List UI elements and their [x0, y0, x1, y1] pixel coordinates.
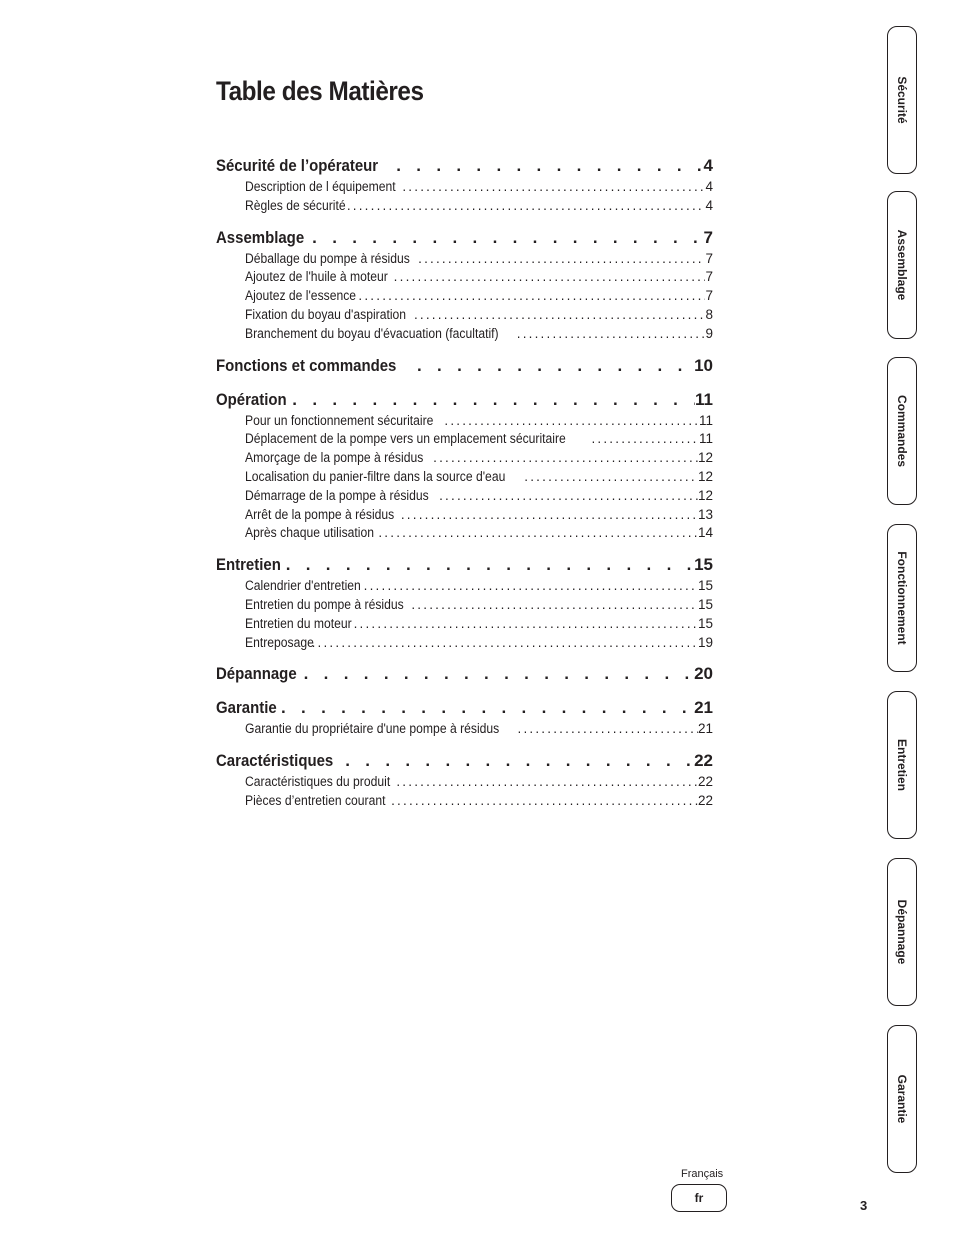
toc-entry[interactable]: [216, 696, 713, 720]
toc-subentry[interactable]: [216, 287, 713, 306]
toc-entry-page: 10: [694, 355, 713, 375]
toc-entry-label: Fonctions et commandes: [216, 355, 397, 375]
dot-leader: [437, 487, 698, 506]
toc-entry[interactable]: [216, 553, 713, 577]
toc-subentry-page: 9: [705, 325, 713, 341]
side-tab-label: Commandes: [895, 394, 909, 468]
toc-entry[interactable]: [216, 749, 713, 773]
side-tab[interactable]: [887, 26, 917, 174]
toc-subentry-page: 12: [697, 468, 713, 484]
toc-subentry[interactable]: [216, 596, 713, 615]
toc-entry-label: Entretien: [216, 555, 281, 575]
toc-subentry-label: Pour un fonctionnement sécuritaire: [245, 412, 434, 428]
page-title: Table des Matières: [216, 76, 424, 106]
toc-subentry[interactable]: [216, 306, 713, 325]
toc-entry-page: 20: [694, 664, 713, 684]
page-number: 3: [860, 1198, 868, 1213]
toc-subentry-page: 7: [705, 250, 713, 266]
side-tab-label: Entretien: [895, 738, 909, 792]
side-tab[interactable]: [887, 357, 917, 505]
toc-section: [216, 553, 713, 652]
language-code-badge: fr: [671, 1184, 727, 1212]
toc-subentry-label: Règles de sécurité: [245, 197, 346, 213]
toc-subentry[interactable]: [216, 773, 713, 792]
dot-leader: [442, 412, 699, 431]
toc-subentry-page: 7: [705, 288, 713, 304]
toc-subentry-label: Ajoutez de l'essence: [245, 288, 357, 304]
dot-leader: [343, 749, 694, 773]
dot-leader: [412, 306, 706, 325]
dot-leader: [522, 468, 698, 487]
toc-subentry-page: 12: [697, 450, 713, 466]
dot-leader: [279, 696, 694, 720]
toc-subentry[interactable]: [216, 577, 713, 596]
dot-leader: [400, 178, 705, 197]
toc-subentry-label: Démarrage de la pompe à résidus: [245, 487, 429, 503]
toc-entry-label: Garantie: [216, 698, 277, 718]
dot-leader: [394, 773, 698, 792]
toc-subentry-page: 12: [697, 487, 713, 503]
side-tab[interactable]: [887, 191, 917, 339]
toc-subentry[interactable]: [216, 468, 713, 487]
toc-subentry-label: Amorçage de la pompe à résidus: [245, 450, 424, 466]
toc-entry-label: Opération: [216, 389, 287, 409]
toc-entry-page: 22: [694, 751, 713, 771]
dot-leader: [389, 792, 698, 811]
toc-entry[interactable]: [216, 388, 713, 412]
toc-subentry-label: Calendrier d'entretien: [245, 578, 361, 594]
dot-leader: [416, 250, 705, 269]
dot-leader: [415, 354, 694, 378]
table-of-contents: [216, 154, 713, 821]
language-label: Français: [681, 1168, 724, 1180]
toc-subentry-label: Pièces d’entretien courant: [245, 792, 386, 808]
dot-leader: [589, 430, 699, 449]
toc-entry-page: 15: [694, 555, 713, 575]
side-tab[interactable]: [887, 691, 917, 839]
toc-section: [216, 226, 713, 344]
dot-leader: [515, 325, 706, 344]
toc-entry[interactable]: [216, 354, 713, 378]
toc-subentry[interactable]: [216, 197, 713, 216]
toc-subentry-page: 8: [705, 306, 713, 322]
dot-leader: [431, 449, 698, 468]
toc-subentry[interactable]: [216, 506, 713, 525]
toc-section: [216, 749, 713, 811]
toc-entry[interactable]: [216, 226, 713, 250]
dot-leader: [345, 197, 706, 216]
toc-entry-page: 21: [694, 698, 713, 718]
toc-subentry[interactable]: [216, 487, 713, 506]
toc-subentry-label: Entreposage: [245, 634, 314, 650]
toc-subentry-label: Caractéristiques du produit: [245, 774, 391, 790]
toc-subentry[interactable]: [216, 412, 713, 431]
toc-subentry-label: Après chaque utilisation: [245, 525, 375, 541]
toc-subentry-page: 15: [697, 615, 713, 631]
toc-subentry[interactable]: [216, 268, 713, 287]
toc-subentry-label: Localisation du panier-filtre dans la source d'eau: [245, 468, 506, 484]
toc-subentry-page: 4: [705, 179, 713, 194]
toc-subentry-page: 22: [697, 774, 713, 790]
side-tab[interactable]: [887, 858, 917, 1006]
toc-subentry[interactable]: [216, 615, 713, 634]
side-tab-label: Dépannage: [895, 899, 909, 965]
toc-entry-page: 7: [703, 227, 713, 247]
side-tab-label: Assemblage: [895, 229, 909, 301]
toc-subentry-page: 15: [697, 596, 713, 612]
dot-leader: [376, 524, 698, 543]
toc-subentry[interactable]: [216, 792, 713, 811]
toc-section: [216, 154, 713, 216]
toc-subentry-page: 7: [705, 269, 713, 285]
side-tab-label: Fonctionnement: [895, 551, 909, 645]
toc-entry-label: Sécurité de l’opérateur: [216, 156, 379, 175]
toc-section: [216, 662, 713, 686]
toc-entry[interactable]: [216, 662, 713, 686]
toc-subentry-label: Entretien du pompe à résidus: [245, 596, 404, 612]
toc-subentry-label: Déballage du pompe à résidus: [245, 250, 410, 266]
toc-entry-label: Assemblage: [216, 227, 305, 247]
toc-subentry-label: Ajoutez de l'huile à moteur: [245, 269, 388, 285]
dot-leader: [352, 615, 698, 634]
side-tab[interactable]: [887, 524, 917, 672]
toc-section: [216, 696, 713, 739]
toc-subentry-page: 19: [697, 634, 713, 650]
dot-leader: [394, 154, 703, 178]
toc-subentry-label: Garantie du propriétaire d'une pompe à résidus: [245, 721, 500, 737]
dot-leader: [310, 634, 698, 653]
toc-subentry-label: Entretien du moteur: [245, 615, 352, 631]
toc-subentry-page: 22: [697, 792, 713, 808]
toc-subentry[interactable]: [216, 720, 713, 739]
toc-subentry-page: 21: [697, 721, 713, 737]
toc-subentry-label: Fixation du boyau d'aspiration: [245, 306, 407, 322]
toc-entry-label: Dépannage: [216, 664, 297, 684]
toc-subentry[interactable]: [216, 430, 713, 449]
toc-section: [216, 388, 713, 544]
toc-subentry[interactable]: [216, 250, 713, 269]
toc-subentry-page: 4: [705, 197, 713, 213]
side-tab-label: Garantie: [895, 1074, 909, 1124]
toc-subentry-page: 11: [698, 431, 713, 447]
toc-entry[interactable]: [216, 154, 713, 178]
toc-subentry-page: 11: [698, 412, 713, 428]
dot-leader: [290, 388, 695, 412]
toc-subentry-label: Branchement du boyau d'évacuation (facultatif): [245, 325, 499, 341]
dot-leader: [356, 287, 705, 306]
toc-entry-page: 4: [703, 156, 713, 175]
dot-leader: [362, 577, 698, 596]
side-tab[interactable]: [887, 1025, 917, 1173]
toc-section: [216, 354, 713, 378]
toc-subentry-label: Déplacement de la pompe vers un emplacement sécuritaire: [245, 431, 566, 447]
dot-leader: [516, 720, 698, 739]
toc-subentry[interactable]: [216, 524, 713, 543]
side-tab-label: Sécurité: [895, 76, 909, 124]
toc-subentry-page: 14: [697, 525, 713, 541]
toc-subentry-label: Description de l équipement: [245, 179, 396, 194]
dot-leader: [284, 553, 694, 577]
toc-subentry[interactable]: [216, 178, 713, 197]
toc-subentry-page: 13: [697, 506, 713, 522]
dot-leader: [302, 662, 694, 686]
dot-leader: [399, 506, 698, 525]
dot-leader: [392, 268, 706, 287]
toc-subentry[interactable]: [216, 325, 713, 344]
toc-subentry-page: 15: [697, 578, 713, 594]
dot-leader: [409, 596, 698, 615]
toc-entry-page: 11: [695, 389, 713, 409]
toc-subentry-label: Arrêt de la pompe à résidus: [245, 506, 395, 522]
toc-entry-label: Caractéristiques: [216, 751, 334, 771]
toc-subentry[interactable]: [216, 449, 713, 468]
dot-leader: [310, 226, 703, 250]
toc-subentry[interactable]: [216, 634, 713, 653]
